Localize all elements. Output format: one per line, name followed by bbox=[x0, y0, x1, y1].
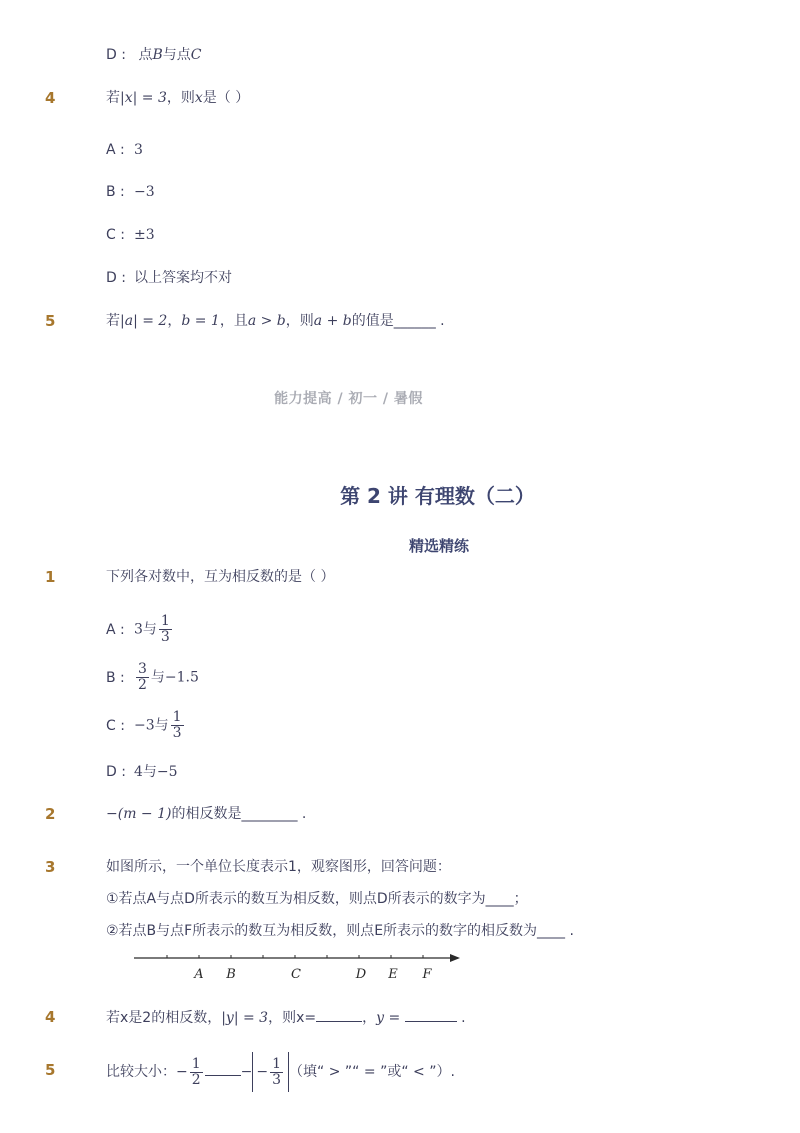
question-number: 4 bbox=[45, 1008, 56, 1026]
question-stem bbox=[106, 311, 445, 331]
stem-pre: 若 bbox=[106, 313, 120, 329]
numerator: 3 bbox=[138, 661, 147, 677]
stem-math: b = 1 bbox=[181, 313, 220, 329]
option-b bbox=[106, 662, 199, 693]
stem-end: 的值是______ . bbox=[351, 313, 445, 329]
option-letter: C : bbox=[106, 227, 125, 243]
stem-mid: − bbox=[240, 1064, 253, 1080]
denominator: 3 bbox=[172, 725, 182, 741]
option-d-prev bbox=[106, 45, 201, 65]
question-number: 4 bbox=[45, 89, 56, 107]
denominator: 3 bbox=[160, 629, 170, 645]
stem-end: 是（ ） bbox=[202, 90, 250, 106]
option-post: 与−1.5 bbox=[150, 669, 199, 686]
stem-end: （填“ > ”“ = ”或“ < ”）. bbox=[289, 1064, 455, 1080]
lecture-title: 第 2 讲 有理数（二） bbox=[340, 484, 535, 508]
sub-question-2: ②若点B与点F所表示的数互为相反数，则点E所表示的数字的相反数为____ . bbox=[106, 923, 574, 939]
stem-pre: 若x是2的相反数， bbox=[106, 1010, 222, 1026]
question-stem bbox=[106, 1052, 455, 1092]
stem-math: |x| = 3 bbox=[120, 90, 167, 106]
question-number: 1 bbox=[45, 568, 56, 586]
option-b bbox=[106, 182, 155, 202]
denominator: 3 bbox=[272, 1071, 282, 1088]
question-number: 5 bbox=[45, 1061, 56, 1079]
stem-pre: 比较大小：− bbox=[106, 1064, 188, 1080]
numerator: 1 bbox=[172, 709, 182, 725]
stem-sep: ，则 bbox=[285, 313, 314, 329]
stem-math: |a| = 2 bbox=[120, 313, 168, 329]
question-number: 5 bbox=[45, 312, 56, 330]
answer-blank bbox=[405, 1007, 457, 1022]
option-value: −3 bbox=[134, 184, 155, 200]
inner-sign: − bbox=[256, 1064, 269, 1080]
stem-mid: ，则x= bbox=[268, 1010, 317, 1026]
option-d bbox=[106, 268, 232, 288]
absolute-value bbox=[252, 1052, 289, 1092]
question-stem: 如图所示，一个单位长度表示1，观察图形，回答问题： bbox=[106, 859, 451, 875]
fraction bbox=[136, 662, 149, 693]
option-pre: 4与−5 bbox=[134, 764, 178, 780]
page-footer: 能力提高 / 初一 / 暑假 bbox=[274, 391, 423, 407]
axis-label-c: C bbox=[291, 967, 301, 982]
fraction bbox=[190, 1057, 203, 1088]
option-value: ±3 bbox=[134, 227, 155, 243]
stem-math: y = bbox=[376, 1010, 405, 1026]
answer-blank bbox=[205, 1061, 241, 1076]
stem-post: ，则 bbox=[166, 90, 195, 106]
axis-label-d: D bbox=[355, 967, 367, 982]
option-pre: 3与 bbox=[134, 621, 157, 638]
stem-end: 的相反数是________ . bbox=[171, 806, 307, 822]
option-letter: A : bbox=[106, 621, 125, 638]
question-stem bbox=[106, 1007, 466, 1028]
denominator: 2 bbox=[138, 677, 147, 693]
section-title: 精选精练 bbox=[408, 537, 469, 555]
question-number: 3 bbox=[45, 858, 56, 876]
option-a bbox=[106, 140, 143, 160]
numerator: 1 bbox=[272, 1055, 282, 1072]
fraction bbox=[171, 710, 184, 741]
stem-math: −(m − 1) bbox=[106, 806, 172, 822]
stem-math: |y| = 3 bbox=[221, 1010, 269, 1026]
option-text-mid: 与点 bbox=[162, 47, 191, 63]
stem-pre: 若 bbox=[106, 90, 120, 106]
question-number: 2 bbox=[45, 805, 56, 823]
axis-label-a: A bbox=[194, 967, 204, 982]
option-value: 以上答案均不对 bbox=[134, 270, 232, 286]
stem-math: a > b bbox=[247, 313, 286, 329]
option-value: 3 bbox=[134, 142, 143, 158]
option-letter: A : bbox=[106, 142, 125, 158]
option-letter: B : bbox=[106, 669, 125, 686]
option-c bbox=[106, 225, 155, 245]
stem-math: a + b bbox=[313, 313, 352, 329]
option-letter: D : bbox=[106, 47, 126, 63]
numerator: 1 bbox=[191, 1055, 201, 1072]
fraction bbox=[159, 614, 172, 645]
stem-sep: ， bbox=[362, 1010, 377, 1026]
question-stem bbox=[106, 88, 249, 108]
axis-label-e: E bbox=[388, 967, 398, 982]
option-letter: C : bbox=[106, 717, 125, 734]
question-stem: 下列各对数中，互为相反数的是（ ） bbox=[106, 569, 335, 585]
axis-label-b: B bbox=[226, 967, 236, 982]
option-pre: −3与 bbox=[134, 717, 169, 734]
option-d bbox=[106, 762, 178, 782]
stem-sep: ，且 bbox=[219, 313, 248, 329]
question-stem bbox=[106, 804, 306, 824]
option-letter: D : bbox=[106, 764, 126, 780]
sub-question-1: ①若点A与点D所表示的数互为相反数，则点D所表示的数字为____； bbox=[106, 891, 528, 907]
option-letter: D : bbox=[106, 270, 126, 286]
numerator: 1 bbox=[160, 613, 170, 629]
point-c: C bbox=[190, 47, 202, 63]
option-text: 点 bbox=[138, 47, 153, 63]
point-b: B bbox=[152, 47, 163, 63]
fraction bbox=[270, 1057, 283, 1088]
option-c bbox=[106, 710, 186, 741]
stem-var: x bbox=[194, 90, 203, 106]
denominator: 2 bbox=[191, 1071, 201, 1088]
answer-blank bbox=[316, 1007, 362, 1022]
option-letter: B : bbox=[106, 184, 125, 200]
axis-label-f: F bbox=[422, 967, 432, 982]
number-line bbox=[130, 948, 470, 988]
stem-sep: ， bbox=[167, 313, 182, 329]
stem-end: . bbox=[456, 1010, 466, 1026]
option-a bbox=[106, 614, 174, 645]
